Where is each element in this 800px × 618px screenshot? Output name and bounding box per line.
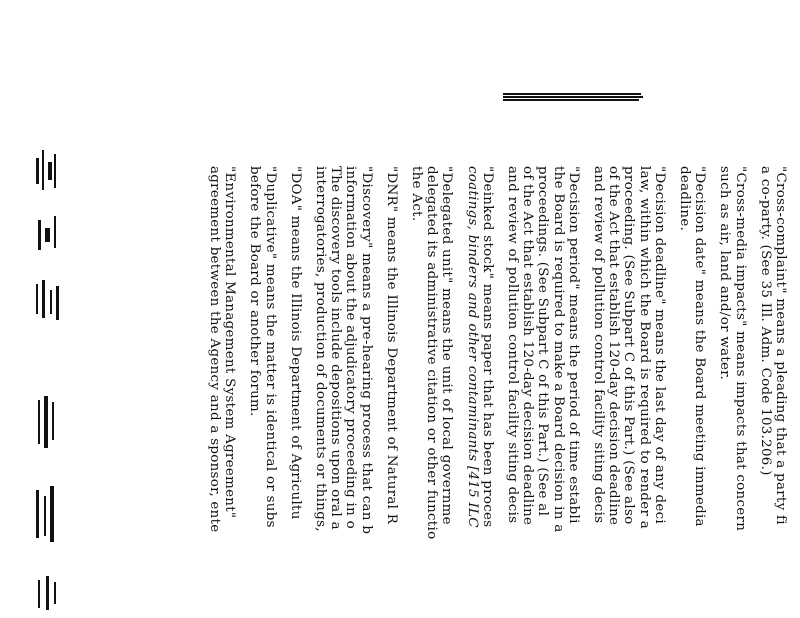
text-line: such as air, land and/or water. (717, 166, 733, 381)
text-line: and review of pollution control facility siting decis (590, 166, 606, 524)
definition-duplicative (247, 166, 277, 618)
definition-cross-complaint (758, 166, 788, 618)
text-line: "Duplicative" means the matter is identical or subs (262, 166, 278, 528)
text-line: a co-party. (See 35 Ill. Adm. Code 103.206.) (757, 166, 773, 476)
definition-doa (288, 166, 303, 618)
text-line: "Cross-media impacts" means impacts that concern (732, 166, 748, 532)
text-line: the Act. (408, 166, 424, 222)
definition-delegated-unit (409, 166, 455, 618)
text-line: law, within which the Board is required to render a (636, 166, 652, 530)
text-line: "Delegated unit" means the unit of local governme (439, 166, 455, 525)
text-line: "Decision date" means the Board meeting immedia (692, 166, 708, 527)
text-line: "DOA" means the Illinois Department of Agricultu (287, 166, 303, 520)
definition-decision-deadline (591, 166, 667, 618)
text-line: the Board is required to make a Board decision in a (550, 166, 566, 533)
text-line: "DNR" means the Illinois Department of Natural R (383, 166, 399, 525)
text-line: before the Board or another forum. (247, 166, 263, 417)
text-line: interrogatories, production of documents or things, (312, 166, 328, 532)
text-line: proceedings. (See Subpart C of this Part.) (See al (535, 166, 551, 517)
definition-decision-period (505, 166, 581, 618)
definition-environmental-management (207, 166, 237, 618)
text-line: "Decision period" means the period of time establi (565, 166, 581, 524)
text-line: of the Act that establish 120-day decision deadline (520, 166, 536, 526)
text-line: "Discovery" means a pre-hearing process that can b (358, 166, 374, 535)
text-line: proceeding. (See Subpart C of this Part.) (See also (621, 166, 637, 525)
text-line: coatings, binders and other contaminants [415 ILC (464, 166, 480, 528)
text-line: information about the adjudicatory proceeding in o (343, 166, 359, 529)
definition-cross-media-impacts (717, 166, 747, 618)
text-line: of the Act that establish 120-day decision deadline (606, 166, 622, 526)
text-line: "Environmental Management System Agreement" (222, 166, 238, 519)
text-line: and review of pollution control facility siting decis (504, 166, 520, 524)
text-line: "Decision deadline" means the last day of any deci (651, 166, 667, 524)
text-line: delegated its administrative citation or other functio (424, 166, 440, 540)
text-line: "Cross-complaint" means a pleading that a party fi (773, 166, 788, 525)
margin-stamp-marks (30, 140, 70, 610)
definition-deinked-stock (464, 166, 494, 618)
text-line: agreement between the Agency and a sponsor, ente (206, 166, 222, 533)
definition-decision-date (677, 166, 707, 618)
definition-dnr (384, 166, 399, 618)
text-line: deadline. (676, 166, 692, 232)
text-line: "Deinked stock" means paper that has been proces (479, 166, 495, 528)
header-rule (503, 92, 643, 102)
definition-discovery (313, 166, 374, 618)
text-line: The discovery tools include depositions upon oral a (328, 166, 344, 530)
rotated-definitions-text (168, 166, 788, 618)
